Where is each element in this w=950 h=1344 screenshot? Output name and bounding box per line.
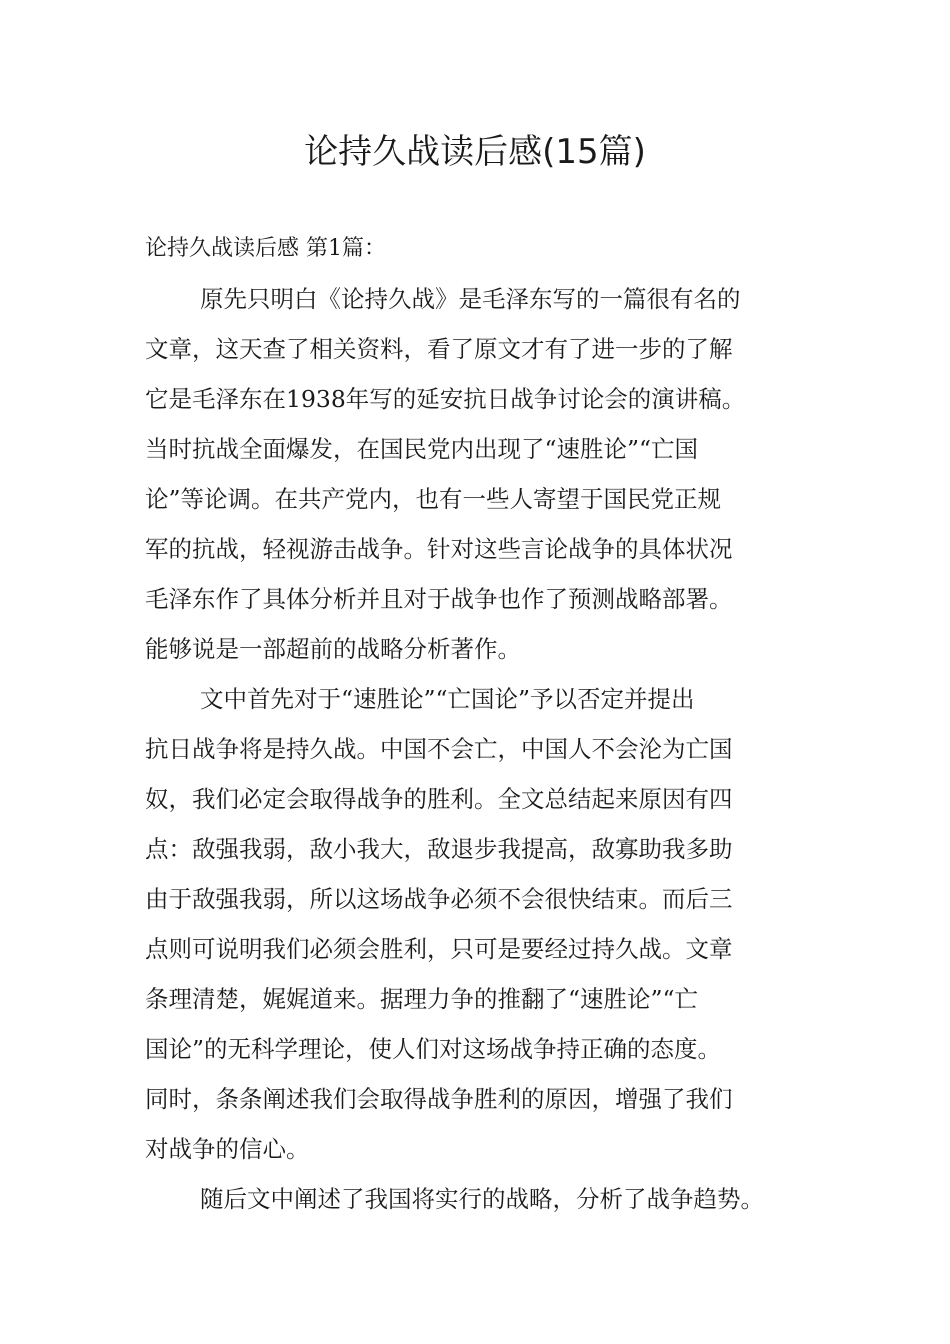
- paragraph-line: 抗日战争将是持久战。中国不会亡，中国人不会沦为亡国: [145, 735, 733, 763]
- paragraph-line: 毛泽东作了具体分析并且对于战争也作了预测战略部署。: [145, 585, 733, 613]
- paragraph-line: 文中首先对于“速胜论”“亡国论”予以否定并提出: [200, 685, 695, 713]
- paragraph-line: 它是毛泽东在1938年写的延安抗日战争讨论会的演讲稿。: [145, 385, 746, 413]
- paragraph-line: 军的抗战，轻视游击战争。针对这些言论战争的具体状况: [145, 535, 733, 563]
- paragraph-line: 随后文中阐述了我国将实行的战略，分析了战争趋势。: [200, 1185, 764, 1213]
- paragraph-line: 对战争的信心。: [145, 1135, 310, 1163]
- paragraph-line: 奴，我们必定会取得战争的胜利。全文总结起来原因有四: [145, 785, 733, 813]
- paragraph-line: 当时抗战全面爆发，在国民党内出现了“速胜论”“亡国: [145, 435, 699, 463]
- paragraph-line: 论”等论调。在共产党内，也有一些人寄望于国民党正规: [145, 485, 722, 513]
- paragraph-line: 国论”的无科学理论，使人们对这场战争持正确的态度。: [145, 1035, 722, 1063]
- paragraph-line: 条理清楚，娓娓道来。据理力争的推翻了“速胜论”“亡: [145, 985, 699, 1013]
- section-heading: 论持久战读后感 第1篇：: [145, 236, 386, 261]
- paragraph-line: 能够说是一部超前的战略分析著作。: [145, 635, 521, 663]
- paragraph-line: 原先只明白《论持久战》是毛泽东写的一篇很有名的: [200, 285, 741, 313]
- document-title: 论持久战读后感(15篇): [304, 132, 646, 172]
- paragraph-line: 点：敌强我弱，敌小我大，敌退步我提高，敌寡助我多助: [145, 835, 733, 863]
- paragraph-line: 文章，这天查了相关资料，看了原文才有了进一步的了解: [145, 335, 733, 363]
- paragraph-line: 由于敌强我弱，所以这场战争必须不会很快结束。而后三: [145, 885, 733, 913]
- paragraph-line: 同时，条条阐述我们会取得战争胜利的原因，增强了我们: [145, 1085, 733, 1113]
- paragraph-line: 点则可说明我们必须会胜利，只可是要经过持久战。文章: [145, 935, 733, 963]
